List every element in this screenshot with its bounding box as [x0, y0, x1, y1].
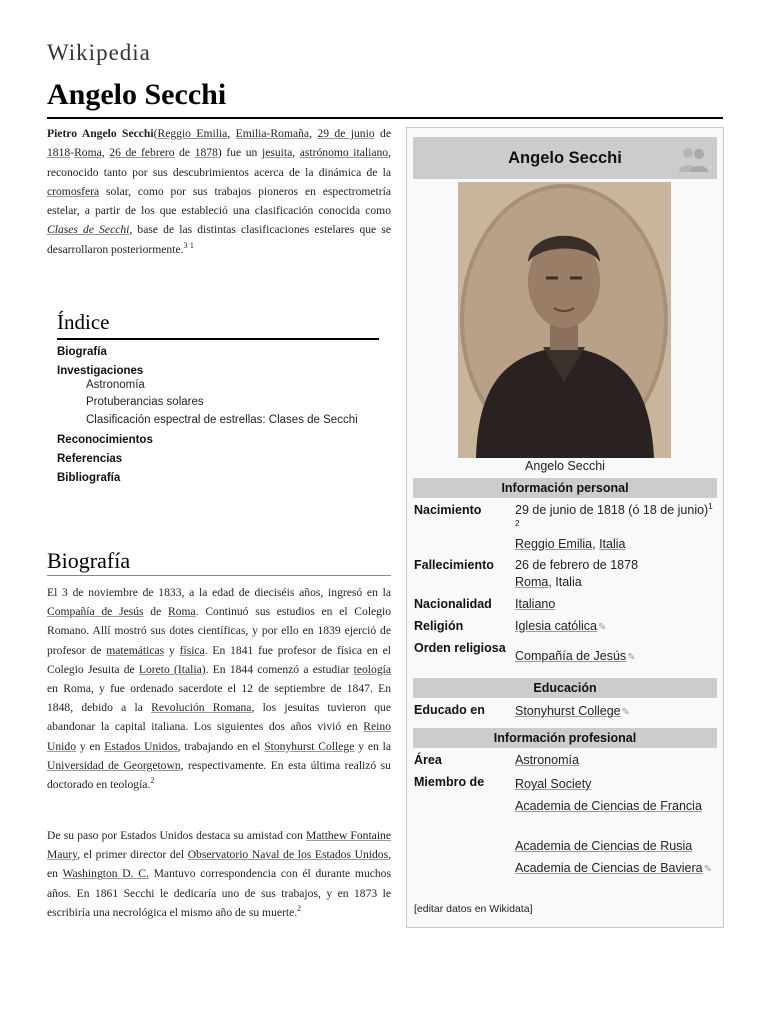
label-nacimiento: Nacimiento — [414, 503, 482, 517]
reference-2[interactable]: 2 — [150, 776, 155, 786]
paragraph-text: . En 1844 comenzó a estudiar — [205, 662, 354, 676]
pencil-edit-icon[interactable]: ✎ — [703, 864, 712, 875]
member-item — [515, 860, 719, 878]
infobox — [406, 127, 724, 928]
toc-item-investigaciones[interactable]: Investigaciones — [57, 365, 144, 377]
intro-text: , — [101, 146, 110, 160]
intro-text: , reconocido tanto por sus descubrimientos acerca de la dinámica de la — [47, 146, 391, 179]
toc-list — [57, 346, 379, 484]
paragraph-text: de — [143, 605, 168, 619]
reference-1[interactable]: 1 — [708, 501, 713, 511]
value-nacionalidad — [515, 596, 719, 613]
link-matthew-fontaine-maury[interactable]: Matthew Fontaine Maury — [47, 829, 391, 862]
label-nacionalidad: Nacionalidad — [414, 597, 492, 611]
paragraph-text: De su paso por Estados Unidos destaca su amistad con — [47, 829, 307, 842]
link-compania-de-jesus[interactable]: Compañía de Jesús — [515, 649, 627, 663]
toc-title: Índice — [57, 310, 379, 340]
wikidata-edit-label[interactable]: editar datos en Wikidata — [416, 903, 530, 915]
death-country: , Italia — [548, 575, 582, 589]
link-loreto[interactable]: Loreto (Italia) — [138, 662, 206, 676]
paragraph-text: y en la — [354, 739, 391, 753]
paragraph-text: El 3 de noviembre de 1833, a la edad de dieciséis años, ingresó en la — [47, 586, 391, 599]
link-reggio-emilia[interactable]: Reggio Emilia — [515, 537, 593, 551]
section-header-professional: Información profesional — [413, 728, 717, 748]
reference-1[interactable]: 1 — [189, 240, 194, 250]
toc-item-reconocimientos[interactable]: Reconocimientos — [57, 434, 153, 446]
label-area: Área — [414, 753, 442, 767]
intro-text: de — [374, 127, 391, 140]
wikidata-edit-link[interactable]: [editar datos en Wikidata] — [414, 903, 533, 915]
intro-paragraph — [47, 124, 391, 259]
intro-text: , — [227, 127, 236, 140]
link-compania-de-jesus[interactable]: Compañía de Jesús — [47, 605, 144, 619]
toc-subitem-protuberancias[interactable]: Protuberancias solares — [86, 396, 204, 408]
link-roma[interactable]: Roma — [167, 605, 196, 619]
member-item — [515, 798, 719, 815]
link-italiano[interactable]: Italiano — [515, 597, 556, 611]
label-fallecimiento: Fallecimiento — [414, 558, 494, 572]
infobox-title: Angelo Secchi — [508, 149, 622, 167]
toc-item-referencias[interactable]: Referencias — [57, 453, 123, 465]
paragraph-text: , los jesuitas tuvieron que abandonar la capital italiana. Los siguientes dos años vivió en — [47, 701, 391, 734]
portrait-caption: Angelo Secchi — [525, 459, 605, 473]
link-academia-baviera[interactable]: Academia de Ciencias de Baviera — [515, 861, 703, 875]
paragraph-text: . Continuó sus estudios en el Colegio Romano. Allí mostró sus dotes científicas, y por ello en 1839 ejerció de profesor de — [47, 605, 392, 657]
toc-item-bibliografia[interactable]: Bibliografía — [57, 472, 121, 484]
label-orden-religiosa: Orden religiosa — [414, 641, 506, 655]
member-item — [515, 838, 719, 855]
link-revolucion-romana[interactable]: Revolución Romana — [151, 701, 252, 715]
section-divider — [47, 575, 391, 576]
pencil-edit-icon[interactable]: ✎ — [627, 652, 636, 663]
link-stonyhurst-college[interactable]: Stonyhurst College — [264, 739, 355, 753]
link-clases-de-secchi[interactable]: Clases de Secchi — [47, 223, 130, 237]
link-matematicas[interactable]: matemáticas — [106, 643, 165, 657]
link-italia[interactable]: Italia — [599, 537, 626, 551]
reference-2[interactable]: 2 — [297, 903, 302, 913]
paragraph-text: y en — [75, 739, 105, 753]
intro-text: - — [70, 146, 75, 160]
label-miembro-de: Miembro de — [414, 775, 485, 789]
intro-text: , base de las distintas clasificaciones estelares que se desarrollaron posteriormente. — [47, 223, 391, 256]
portrait-photo[interactable] — [458, 182, 671, 458]
birth-date: 29 de junio de 1818 (ó 18 de junio) — [515, 503, 709, 517]
link-royal-society[interactable]: Royal Society — [515, 777, 592, 791]
toc-subitem-clasificacion[interactable]: Clasificación espectral de estrellas: Clases de Secchi — [86, 414, 358, 426]
paragraph-text: en Roma, y fue ordenado sacerdote el 12 de septiembre de 1847. En 1848, debido a la — [47, 682, 391, 715]
value-fallecimiento — [515, 557, 719, 591]
link-astronomo-italiano[interactable]: astrónomo italiano — [299, 146, 389, 160]
page-title: Angelo Secchi — [47, 78, 227, 111]
value-orden-religiosa — [515, 648, 719, 666]
link-birth-day[interactable]: 29 de junio — [317, 127, 375, 140]
link-emilia-romana[interactable]: Emilia-Romaña — [235, 127, 310, 140]
section-header-personal: Información personal — [413, 478, 717, 498]
link-reino-unido[interactable]: Reino Unido — [47, 720, 391, 753]
title-divider — [47, 117, 723, 119]
biography-paragraph-1 — [47, 583, 391, 794]
link-iglesia-catolica[interactable]: Iglesia católica — [515, 619, 597, 633]
link-birth-year[interactable]: 1818 — [47, 146, 71, 160]
paragraph-text: y — [164, 643, 180, 657]
biography-paragraph-2 — [47, 826, 391, 922]
link-observatorio-naval[interactable]: Observatorio Naval de los Estados Unidos — [187, 848, 389, 862]
intro-text: , — [292, 146, 300, 160]
toc-item-biografia[interactable]: Biografía — [57, 346, 107, 358]
label-religion: Religión — [414, 619, 464, 633]
section-heading-biografia: Biografía — [47, 548, 131, 573]
link-death-year[interactable]: 1878 — [194, 146, 218, 160]
link-washington-dc[interactable]: Washington D. C. — [62, 867, 149, 881]
link-roma[interactable]: Roma — [515, 575, 549, 589]
link-jesuita[interactable]: jesuita — [261, 146, 293, 160]
value-religion — [515, 618, 719, 636]
label-educado-en: Educado en — [414, 703, 485, 717]
section-header-education: Educación — [413, 678, 717, 698]
link-astronomia[interactable]: Astronomía — [515, 753, 579, 767]
link-cromosfera[interactable]: cromosfera — [47, 184, 100, 198]
link-academia-rusia[interactable]: Academia de Ciencias de Rusia — [515, 839, 693, 853]
pencil-edit-icon[interactable]: ✎ — [621, 707, 631, 718]
value-nacimiento — [515, 502, 719, 553]
link-academia-francia[interactable]: Academia de Ciencias de Francia — [515, 799, 702, 813]
paragraph-text: , trabajando en el — [177, 739, 265, 753]
pencil-edit-icon[interactable]: ✎ — [598, 622, 607, 633]
death-date: 26 de febrero de 1878 — [515, 558, 639, 572]
paragraph-text: , el primer director del — [77, 848, 188, 862]
paragraph-text: , en — [47, 848, 391, 881]
member-item — [515, 776, 719, 793]
intro-text: de — [174, 146, 195, 160]
paragraph-text: , respectivamente. En esta última realizó su doctorado en teología. — [47, 758, 391, 792]
intro-text: ( — [153, 127, 158, 140]
intro-text: , — [309, 127, 318, 140]
link-fisica[interactable]: física — [179, 643, 205, 657]
wikipedia-wordmark[interactable]: Wikipedia — [47, 40, 151, 65]
link-estados-unidos[interactable]: Estados Unidos — [104, 739, 178, 753]
reference-2[interactable]: 2 — [515, 518, 520, 528]
link-stonyhurst-college[interactable]: Stonyhurst College — [515, 704, 621, 718]
link-universidad-de-georgetown[interactable]: Universidad de Georgetown — [47, 758, 181, 772]
value-educado-en — [515, 703, 719, 721]
intro-text: solar, como por sus trabajos pioneros en espectrometría estelar, a partir de los que estableció una clasificación conocida como — [47, 184, 391, 218]
separator: , — [592, 537, 600, 551]
person-silhouette-icon — [677, 142, 709, 174]
intro-text: ) fue un — [217, 146, 262, 160]
table-of-contents — [57, 310, 379, 484]
subject-name: Pietro Angelo Secchi — [47, 127, 154, 140]
reference-3[interactable]: 3 — [183, 240, 188, 250]
value-area — [515, 752, 719, 769]
link-roma[interactable]: Roma — [74, 146, 102, 160]
infobox-title-bar — [413, 137, 717, 179]
link-teologia[interactable]: teología — [353, 662, 391, 676]
paragraph-text: Mantuvo correspondencia con él durante muchos años. En 1861 Secchi le dedicaría uno de sus trabajos, y en 1873 le escribiría una necrológica el mismo año de su muerte. — [47, 867, 391, 919]
paragraph-text: . En 1841 fue profesor de física en el Colegio Jesuita de — [47, 643, 392, 676]
link-reggio-emilia[interactable]: Reggio Emilia — [157, 127, 228, 140]
link-death-day[interactable]: 26 de febrero — [109, 146, 175, 160]
toc-subitem-astronomia[interactable]: Astronomía — [86, 379, 145, 391]
